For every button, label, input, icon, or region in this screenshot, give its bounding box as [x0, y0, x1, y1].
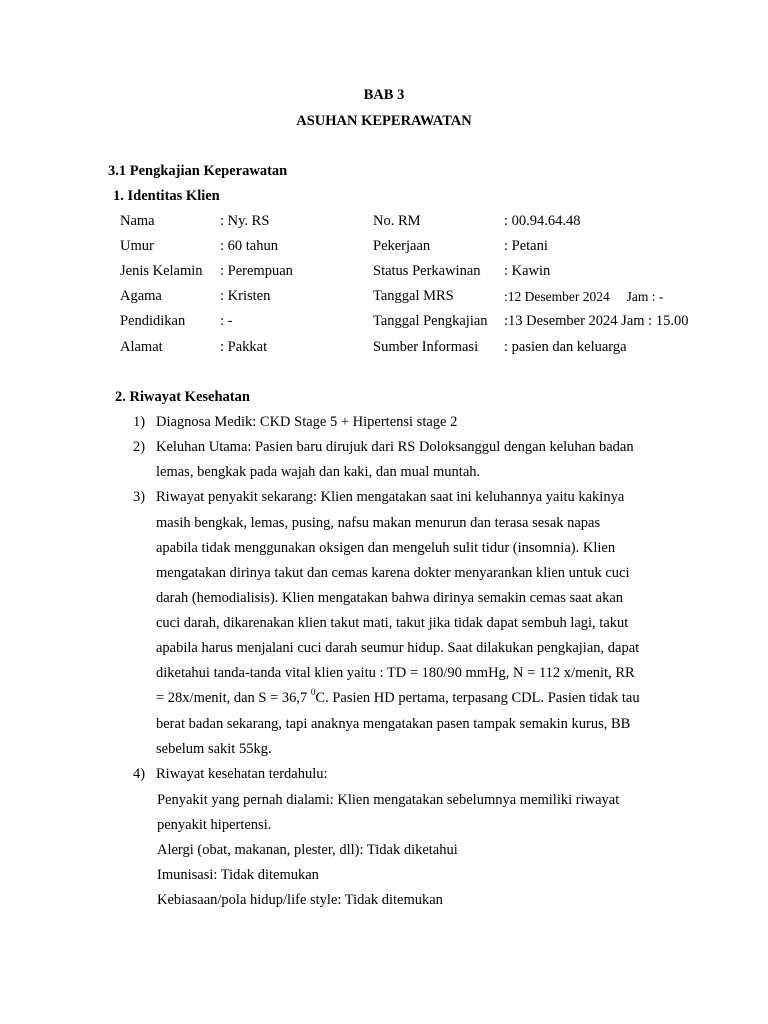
identity-label: Pendidikan	[120, 313, 186, 329]
list-number: 2)	[133, 439, 146, 455]
identity-value: : Perempuan	[220, 263, 293, 279]
identity-value: : Pakkat	[220, 339, 268, 355]
list-number: 3)	[133, 489, 146, 505]
list-item-text: Keluhan Utama: Pasien baru dirujuk dari RS Doloksanggul dengan keluhan badan	[156, 439, 634, 455]
vitals-text: C. Pasien HD pertama, terpasang CDL. Pasien tidak tau	[315, 690, 640, 706]
identity-label: Jenis Kelamin	[120, 263, 203, 279]
identity-value: : -	[220, 313, 233, 329]
sub-item-text: Kebiasaan/pola hidup/life style: Tidak ditemukan	[157, 892, 443, 908]
chapter-title: ASUHAN KEPERAWATAN	[296, 113, 472, 129]
identity-label: Nama	[120, 213, 155, 229]
vitals-text: = 28x/menit, dan S = 36,7	[156, 690, 311, 706]
identity-heading: 1. Identitas Klien	[113, 188, 220, 204]
list-item-text: Riwayat penyakit sekarang: Klien mengatakan saat ini keluhannya yaitu kakinya	[156, 489, 625, 505]
identity-value: : Kawin	[504, 263, 551, 279]
list-number: 1)	[133, 414, 146, 430]
list-item-text: lemas, bengkak pada wajah dan kaki, dan mual muntah.	[156, 464, 481, 480]
sub-item-text: Penyakit yang pernah dialami: Klien mengatakan sebelumnya memiliki riwayat	[157, 792, 620, 808]
list-item-text: diketahui tanda-tanda vital klien yaitu : TD = 180/90 mmHg, N = 112 x/menit, RR	[156, 665, 635, 681]
list-item-text: berat badan sekarang, tapi anaknya mengatakan pasen tampak semakin kurus, BB	[156, 716, 631, 732]
identity-label: Tanggal MRS	[373, 288, 454, 304]
list-item-text: darah (hemodialisis). Klien mengatakan bahwa dirinya semakin cemas saat akan	[156, 590, 624, 606]
list-item-text: Diagnosa Medik: CKD Stage 5 + Hipertensi stage 2	[156, 414, 458, 430]
sub-item-text: Imunisasi: Tidak ditemukan	[157, 867, 319, 883]
identity-label: Alamat	[120, 339, 163, 355]
identity-label: Sumber Informasi	[373, 339, 479, 355]
identity-label: Pekerjaan	[373, 238, 431, 254]
identity-value: :12 Desember 2024 Jam : -	[504, 289, 664, 304]
sub-item-text: penyakit hipertensi.	[157, 817, 272, 833]
list-item-text: mengatakan dirinya takut dan cemas karena dokter menyarankan klien untuk cuci	[156, 565, 630, 581]
list-item-text: Riwayat kesehatan terdahulu:	[156, 766, 328, 782]
sub-item-text: Alergi (obat, makanan, plester, dll): Tidak diketahui	[157, 842, 458, 858]
list-item-text: sebelum sakit 55kg.	[156, 741, 272, 757]
identity-label: Agama	[120, 288, 162, 304]
identity-value: : pasien dan keluarga	[504, 339, 627, 355]
list-item-text: apabila harus menjalani cuci darah seumur hidup. Saat dilakukan pengkajian, dapat	[156, 640, 640, 656]
chapter-number: BAB 3	[363, 87, 405, 103]
degree-superscript: 0	[310, 687, 316, 698]
identity-label: Umur	[120, 238, 154, 254]
identity-value: : 00.94.64.48	[504, 213, 581, 229]
identity-label: Tanggal Pengkajian	[373, 313, 488, 329]
section-heading: 3.1 Pengkajian Keperawatan	[108, 163, 288, 179]
history-heading: 2. Riwayat Kesehatan	[115, 389, 250, 405]
list-number: 4)	[133, 766, 146, 782]
identity-label: Status Perkawinan	[373, 263, 481, 279]
identity-value: :13 Desember 2024 Jam : 15.00	[504, 313, 689, 329]
list-item-text: masih bengkak, lemas, pusing, nafsu makan menurun dan terasa sesak napas	[156, 515, 601, 531]
list-item-text: cuci darah, dikarenakan klien takut mati, takut jika tidak dapat sembuh lagi, takut	[156, 615, 629, 631]
list-item-text: apabila tidak menggunakan oksigen dan mengeluh sulit tidur (insomnia). Klien	[156, 540, 616, 556]
identity-value: : Kristen	[220, 288, 271, 304]
list-item-text	[156, 687, 640, 706]
identity-label: No. RM	[373, 213, 421, 229]
identity-value: : 60 tahun	[220, 238, 278, 254]
identity-value: : Petani	[504, 238, 548, 254]
identity-value: : Ny. RS	[220, 213, 270, 229]
